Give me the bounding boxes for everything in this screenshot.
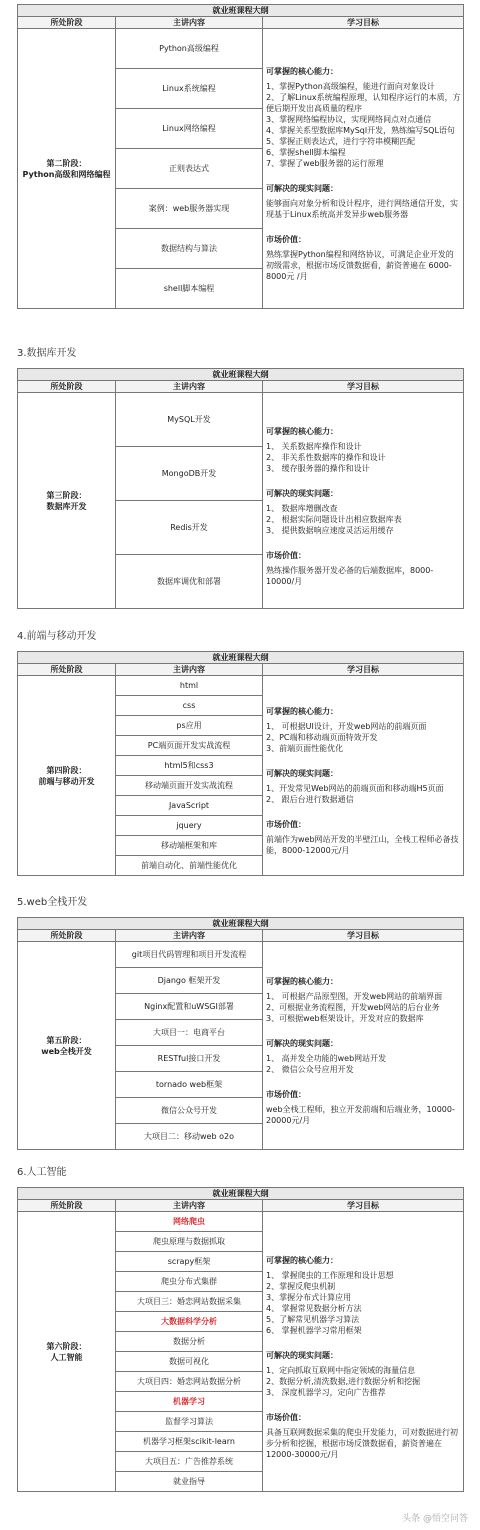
goal-item: 1、 掌握爬虫的工作原理和设计思想 (266, 1270, 394, 1280)
course-outline-table (17, 1187, 464, 1492)
goal-heading: 可解决的现实问题： (266, 488, 338, 498)
topic-cell: 大数据科学分析 (116, 1312, 263, 1332)
goal-item: 5、掌握正则表达式，进行字符串模糊匹配 (266, 137, 416, 146)
goal-heading: 可掌握的核心能力： (266, 1255, 338, 1265)
topic-cell: 网络爬虫 (116, 1212, 263, 1232)
spacer (266, 474, 461, 482)
section-title: 5.web全栈开发 (17, 897, 88, 908)
goal-item: 2、 微信公众号应用开发 (266, 1065, 354, 1074)
goal-item: 6、掌握shell脚本编程 (266, 148, 346, 157)
column-header: 所处阶段 (18, 17, 116, 29)
topic-cell: 数据分析 (116, 1332, 263, 1352)
spacer (266, 1024, 461, 1032)
spacer (266, 805, 461, 813)
goals-cell (263, 942, 464, 1150)
goal-item: 1、定向抓取互联网中指定领域的海量信息 (266, 1365, 416, 1375)
goal-heading: 可解决的现实问题： (266, 1350, 338, 1360)
goal-item: 5、了解常见机器学习算法 (266, 1314, 360, 1324)
goal-item: 熟练操作服务器开发必备的后端数据库，8000-10000/月 (266, 565, 434, 586)
topic-cell: JavaScript (116, 796, 263, 816)
goal-item: 3、可根据web框架设计，开发对应的数据库 (266, 1014, 424, 1023)
goals-cell (263, 29, 464, 309)
topic-cell: Linux网络编程 (116, 109, 263, 149)
goal-item: 7、掌握了web服务器的运行原理 (266, 159, 384, 168)
stage-label: 第二阶段： (46, 158, 87, 168)
goal-item: 能够面向对象分析和设计程序，进行网络通信开发，实现基于Linux系统高并发异步web服务器 (266, 199, 458, 219)
topic-cell: Linux系统编程 (116, 69, 263, 109)
spacer (266, 220, 461, 228)
stage-label: 前端与移动开发 (38, 776, 95, 786)
topic-cell: 就业指导 (116, 1472, 263, 1492)
goal-heading: 可掌握的核心能力： (266, 977, 338, 986)
topic-cell: shell脚本编程 (116, 269, 263, 309)
course-outline-table (17, 651, 464, 876)
topic-cell: Python高级编程 (116, 29, 263, 69)
table-row (18, 676, 464, 696)
stage-cell (18, 1212, 116, 1492)
spacer (266, 536, 461, 544)
table-title: 就业班课程大纲 (18, 5, 464, 17)
stage-label: 第六阶段： (46, 1341, 87, 1351)
topic-cell: PC端页面开发实战流程 (116, 736, 263, 756)
column-header: 主讲内容 (116, 930, 263, 942)
table-title: 就业班课程大纲 (18, 918, 464, 930)
stage-label: 人工智能 (50, 1352, 83, 1362)
goal-heading: 可解决的现实问题： (266, 769, 338, 778)
topic-cell: 数据库调优和部署 (116, 555, 263, 609)
goals-cell (263, 1212, 464, 1492)
goals-cell (263, 393, 464, 609)
column-header: 学习目标 (263, 381, 464, 393)
spacer (266, 169, 461, 177)
section-title: 6.人工智能 (17, 1167, 67, 1178)
goal-item: 2、 根据实际问题设计出相应数据库表 (266, 514, 402, 524)
goal-item: 1、 可根据产品原型图，开发web网站的前端界面 (266, 992, 443, 1001)
stage-label: Python高级和网络编程 (22, 169, 111, 179)
goal-item: 3、 缓存服务器的操作和设计 (266, 463, 370, 473)
course-outline-table (17, 917, 464, 1150)
topic-cell: 大项目二：移动web o2o (116, 1124, 263, 1150)
goal-item: 3、前端页面性能优化 (266, 744, 344, 753)
section-title: 3.数据库开发 (17, 348, 77, 359)
goal-item: 3、 深度机器学习，定向广告推荐 (266, 1387, 386, 1397)
column-header: 所处阶段 (18, 1200, 116, 1212)
table-row (18, 1212, 464, 1232)
column-header: 学习目标 (263, 1200, 464, 1212)
table-row (18, 393, 464, 447)
goal-item: 熟练掌握Python编程和网络协议，可满足企业开发的初级需求，根据市场反馈数据看，薪资普遍在 6000-8000元 /月 (266, 250, 454, 281)
topic-cell: 爬虫原理与数据抓取 (116, 1232, 263, 1252)
topic-cell: scrapy框架 (116, 1252, 263, 1272)
goals-cell (263, 676, 464, 876)
table-row (18, 942, 464, 968)
topic-cell: 监督学习算法 (116, 1412, 263, 1432)
goal-heading: 市场价值： (266, 235, 306, 244)
column-header: 主讲内容 (116, 381, 263, 393)
goal-heading: 可解决的现实问题： (266, 1039, 338, 1048)
goal-heading: 可掌握的核心能力： (266, 426, 338, 436)
topic-cell: html (116, 676, 263, 696)
topic-cell: jquery (116, 816, 263, 836)
goal-item: 2、掌握反爬虫机制 (266, 1281, 336, 1291)
topic-cell: Django 框架开发 (116, 968, 263, 994)
column-header: 学习目标 (263, 17, 464, 29)
goal-heading: 可掌握的核心能力： (266, 707, 338, 716)
stage-label: 数据库开发 (46, 501, 87, 511)
goal-item: web全栈工程师，独立开发前端和后端业务，10000-20000元/月 (266, 1105, 455, 1125)
goal-item: 前端作为web网站开发的半壁江山，全栈工程师必备技能，8000-12000元/月 (266, 835, 459, 855)
goal-item: 1、掌握Python高级编程，能进行面向对象设计 (266, 82, 435, 91)
goal-item: 3、掌握分布式计算应用 (266, 1292, 352, 1302)
topic-cell: Nginx配置和uWSGI部署 (116, 994, 263, 1020)
topic-cell: git项目代码管理和项目开发流程 (116, 942, 263, 968)
topic-cell: 数据可视化 (116, 1352, 263, 1372)
spacer (266, 754, 461, 762)
topic-cell: 前端自动化、前端性能优化 (116, 856, 263, 876)
topic-cell: 大项目一：电商平台 (116, 1020, 263, 1046)
stage-label: 第四阶段： (46, 765, 87, 775)
topic-cell: ps应用 (116, 716, 263, 736)
goal-item: 2、PC端和移动端页面特效开发 (266, 733, 378, 742)
spacer (266, 1075, 461, 1083)
goal-item: 2、数据分析,清洗数据,进行数据分析和挖掘 (266, 1376, 421, 1386)
stage-cell (18, 676, 116, 876)
topic-cell: 正则表达式 (116, 149, 263, 189)
topic-cell: 大项目四：婚恋网站数据分析 (116, 1372, 263, 1392)
section-title: 4.前端与移动开发 (17, 631, 97, 642)
topic-cell: 案例：web服务器实现 (116, 189, 263, 229)
stage-label: web全栈开发 (41, 1046, 92, 1056)
column-header: 主讲内容 (116, 1200, 263, 1212)
stage-cell (18, 393, 116, 609)
table-title: 就业班课程大纲 (18, 1188, 464, 1200)
goal-item: 2、 跟后台进行数据通信 (266, 795, 354, 804)
column-header: 所处阶段 (18, 930, 116, 942)
goal-item: 2、可根据业务流程图，开发web网站的后台业务 (266, 1003, 440, 1012)
goal-heading: 可解决的现实问题： (266, 184, 338, 193)
goal-heading: 市场价值： (266, 1090, 306, 1099)
topic-cell: 机器学习 (116, 1392, 263, 1412)
goal-heading: 市场价值： (266, 1412, 306, 1422)
topic-cell: 数据结构与算法 (116, 229, 263, 269)
topic-cell: Redis开发 (116, 501, 263, 555)
goal-heading: 可掌握的核心能力： (266, 67, 338, 76)
goal-heading: 市场价值： (266, 820, 306, 829)
topic-cell: 移动端页面开发实战流程 (116, 776, 263, 796)
goal-item: 6、 掌握机器学习常用框架 (266, 1325, 362, 1335)
topic-cell: 微信公众号开发 (116, 1098, 263, 1124)
goal-heading: 市场价值： (266, 550, 306, 560)
spacer (266, 1398, 461, 1406)
table-row (18, 29, 464, 69)
table-title: 就业班课程大纲 (18, 369, 464, 381)
topic-cell: html5和css3 (116, 756, 263, 776)
topic-cell: css (116, 696, 263, 716)
stage-label: 第五阶段： (46, 1035, 87, 1045)
topic-cell: tornado web框架 (116, 1072, 263, 1098)
column-header: 所处阶段 (18, 664, 116, 676)
topic-cell: MongoDB开发 (116, 447, 263, 501)
spacer (266, 1336, 461, 1344)
goal-item: 1、 数据库增删改查 (266, 503, 338, 513)
goal-item: 具备互联网数据采集的爬虫开发能力，可对数据进行初步分析和挖掘，根据市场反馈数据看，薪资普遍在 12000-30000元/月 (266, 1427, 458, 1459)
stage-cell (18, 29, 116, 309)
topic-cell: 爬虫分布式集群 (116, 1272, 263, 1292)
column-header: 所处阶段 (18, 381, 116, 393)
goal-item: 3、 提供数据响应速度灵活运用缓存 (266, 525, 394, 535)
topic-cell: 机器学习框架scikit-learn (116, 1432, 263, 1452)
goal-item: 1、开发常见Web网站的前端页面和移动端H5页面 (266, 784, 444, 793)
goal-item: 1、 关系数据库操作和设计 (266, 441, 362, 451)
column-header: 学习目标 (263, 664, 464, 676)
topic-cell: 移动端框架和库 (116, 836, 263, 856)
topic-cell: 大项目五：广告推荐系统 (116, 1452, 263, 1472)
course-outline-table (17, 4, 464, 309)
goal-item: 3、掌握网络编程协议，实现网络间点对点通信 (266, 115, 432, 124)
goal-item: 1、 高并发全功能的web网站开发 (266, 1054, 387, 1063)
table-title: 就业班课程大纲 (18, 652, 464, 664)
stage-label: 第三阶段： (46, 490, 87, 500)
column-header: 主讲内容 (116, 664, 263, 676)
topic-cell: 大项目三：婚恋网站数据采集 (116, 1292, 263, 1312)
goal-item: 4、掌握关系型数据库MySql开发，熟练编写SQL语句 (266, 126, 455, 135)
goal-item: 1、 可根据UI设计，开发web网站的前端页面 (266, 722, 427, 731)
column-header: 学习目标 (263, 930, 464, 942)
topic-cell: RESTful接口开发 (116, 1046, 263, 1072)
stage-cell (18, 942, 116, 1150)
topic-cell: MySQL开发 (116, 393, 263, 447)
watermark: 头条 @悟空问答 (402, 1514, 468, 1524)
column-header: 主讲内容 (116, 17, 263, 29)
goal-item: 4、 掌握常见数据分析方法 (266, 1303, 362, 1313)
goal-item: 2、 非关系性数据库的操作和设计 (266, 452, 386, 462)
course-outline-table (17, 368, 464, 609)
goal-item: 2、了解Linux系统编程原理，认知程序运行的本质，方便后期开发出高质量的程序 (266, 93, 461, 113)
